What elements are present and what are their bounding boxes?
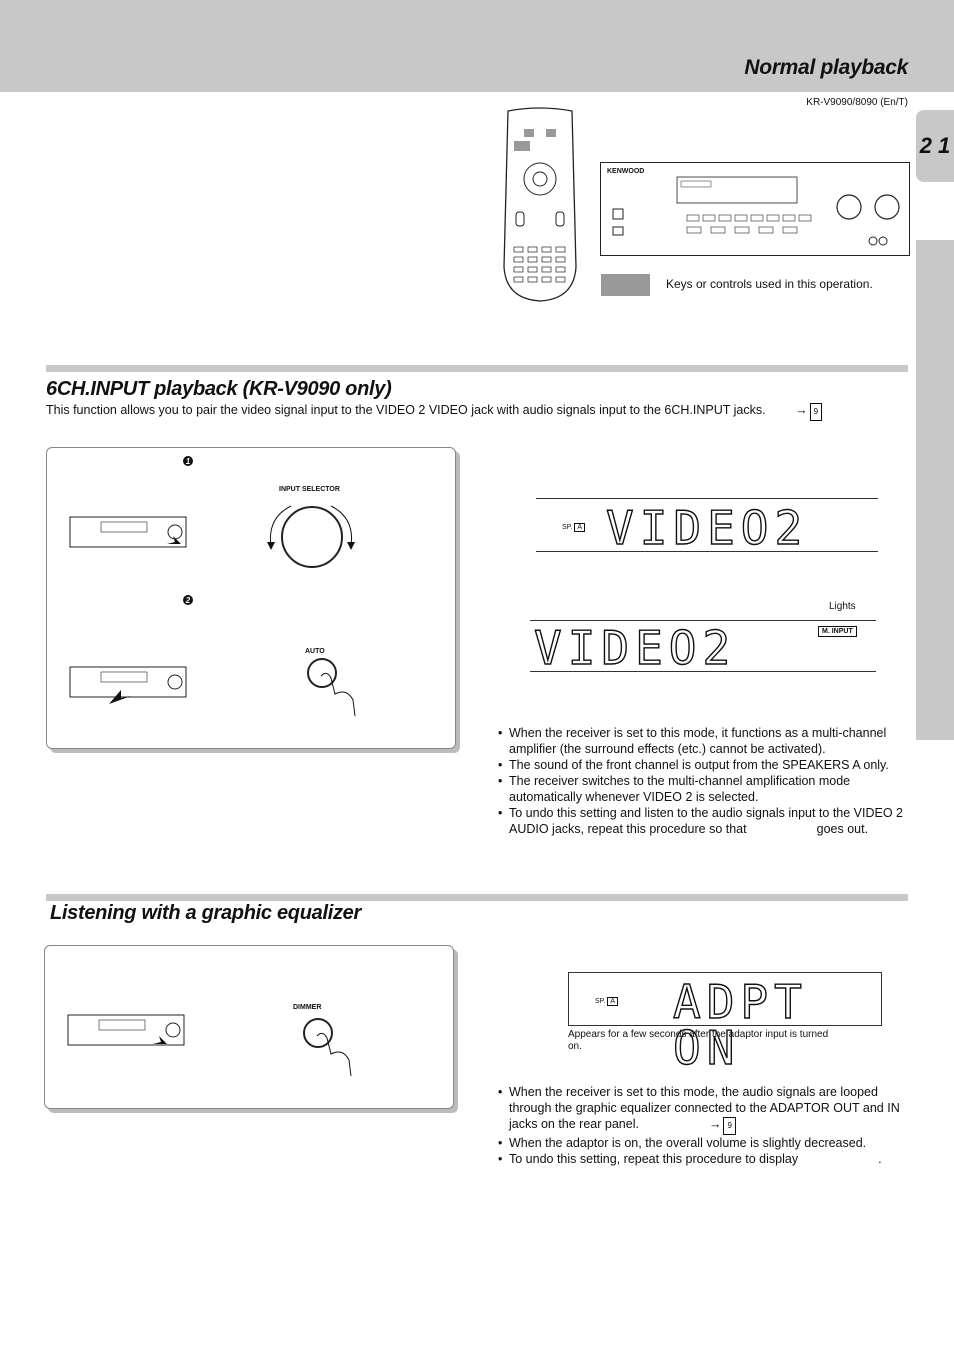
- arrow-icon: →: [708, 1117, 722, 1131]
- procedure-panel-6ch: [46, 447, 456, 749]
- page-number-tab: 2 1: [916, 110, 954, 182]
- side-tab: [916, 240, 954, 740]
- note-item: • When the receiver is set to this mode, the audio signals are looped through the graphic equalizer connected to the ADAPTOR OUT and IN jacks on the rear panel. → 9: [498, 1084, 909, 1135]
- page-ref: 9: [810, 403, 822, 421]
- pressing-hand-icon: [313, 1030, 361, 1080]
- section-title: Normal playback: [744, 56, 908, 79]
- note-item: • The receiver switches to the multi-channel amplification mode automatically whenever VIDEO 2 is selected.: [498, 773, 909, 805]
- step-2-icon: 2: [183, 595, 193, 605]
- display-text-2: VIDEO2: [534, 621, 737, 675]
- lights-label: Lights: [829, 601, 856, 612]
- legend-text: Keys or controls used in this operation.: [666, 277, 873, 291]
- remote-control-illustration: [500, 107, 580, 304]
- model-code: KR-V9090/8090 (En/T): [806, 97, 908, 108]
- display-caption: Appears for a few seconds after the adaptor input is turned on.: [568, 1029, 829, 1052]
- display-text-1: VIDEO2: [606, 501, 809, 555]
- sp-indicator: SP. A: [562, 524, 585, 531]
- intro-text: This function allows you to pair the video signal input to the VIDEO 2 VIDEO jack with audio signals input to the 6CH.INPUT jacks.: [46, 403, 766, 417]
- section-rule: [46, 365, 908, 372]
- receiver-thumbnail: [67, 1014, 189, 1048]
- m-input-indicator: M. INPUT: [818, 626, 857, 637]
- auto-label: AUTO: [305, 648, 325, 655]
- section-rule: [46, 894, 908, 901]
- notes-geq: [498, 1084, 909, 1167]
- sp-indicator: SP. A: [595, 998, 618, 1005]
- display-text-3: ADPT ON: [673, 975, 808, 1075]
- dimmer-label: DIMMER: [293, 1004, 322, 1011]
- arrow-icon: →: [795, 403, 808, 417]
- section-intro-6ch: [46, 402, 846, 421]
- section-title-6ch: 6CH.INPUT playback (KR-V9090 only): [46, 378, 392, 400]
- receiver-thumbnail: [69, 516, 191, 550]
- receiver-thumbnail: [69, 666, 191, 706]
- note-item: • When the receiver is set to this mode, it functions as a multi-channel amplifier (the surround effects (etc.) cannot be activated).: [498, 725, 909, 757]
- step-1-icon: 1: [183, 456, 193, 466]
- note-item: • To undo this setting and listen to the audio signals input to the VIDEO 2 AUDIO jacks, repeat this procedure so that goes out.: [498, 805, 909, 837]
- receiver-front-panel: [600, 162, 910, 256]
- input-selector-label: INPUT SELECTOR: [279, 486, 340, 493]
- procedure-panel-geq: [44, 945, 454, 1109]
- section-title-geq: Listening with a graphic equalizer: [50, 902, 361, 924]
- note-item: • To undo this setting, repeat this procedure to display .: [498, 1151, 909, 1167]
- legend-swatch: [601, 274, 650, 296]
- pressing-hand-icon: [317, 670, 365, 720]
- notes-6ch: [498, 725, 909, 837]
- display-panel-2: [530, 620, 876, 675]
- note-item: • When the adaptor is on, the overall volume is slightly decreased.: [498, 1135, 909, 1151]
- rotate-arrows-icon: [261, 498, 361, 568]
- page-ref: 9: [723, 1117, 735, 1135]
- note-item: • The sound of the front channel is output from the SPEAKERS A only.: [498, 757, 909, 773]
- display-panel-1: [536, 498, 878, 555]
- receiver-brand: KENWOOD: [607, 168, 645, 175]
